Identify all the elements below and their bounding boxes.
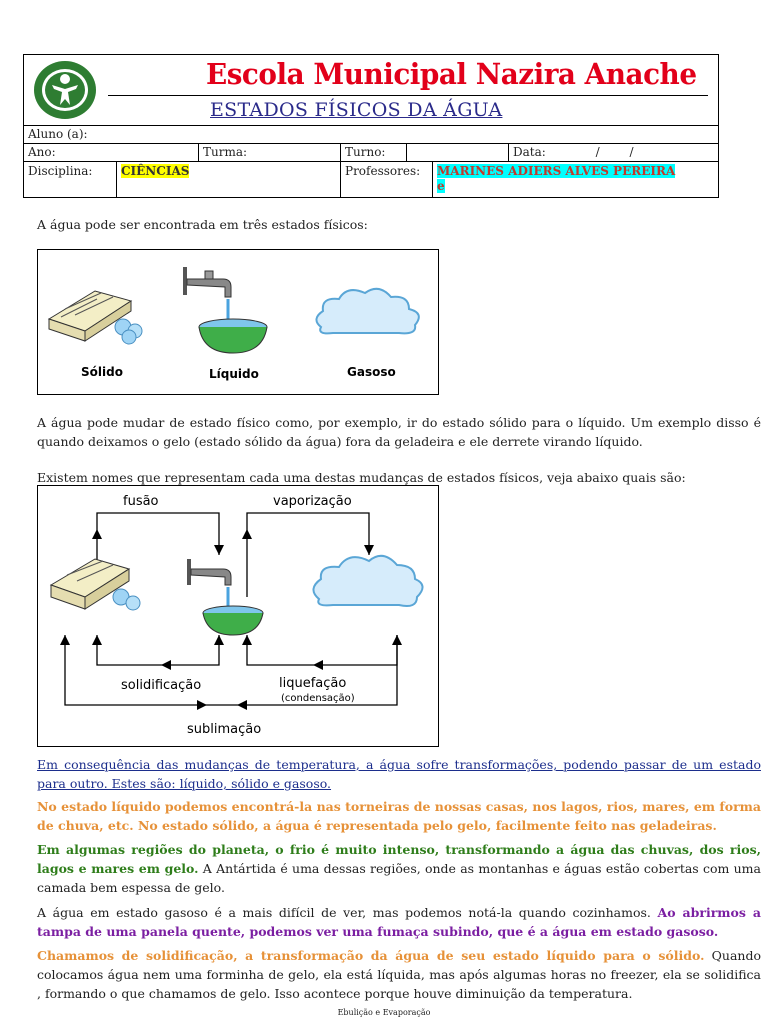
shift-value: [406, 144, 508, 161]
year-label: Ano:: [28, 145, 56, 159]
header-box: [23, 54, 719, 198]
label-solidificacao: solidificação: [121, 678, 202, 693]
regions-rest: A Antártida é uma dessas regiões, onde as montanhas e águas estão cobertas com uma camada bem espessa de gelo.: [37, 861, 761, 895]
gas-bold: Ao abrirmos a tampa de uma panela quente, podemos ver uma fumaça subindo, que é a água em estado gasoso.: [37, 905, 761, 939]
consequence-paragraph: Em consequência das mudanças de temperatura, a água sofre transformações, podendo passar de um estado para outro. Estes são: líquido, sólido e gasoso.: [37, 757, 761, 791]
discipline-label: Disciplina:: [28, 164, 93, 178]
regions-bold: Em algumas regiões do planeta, o frio é muito intenso, transformando a água das chuvas, dos rios, lagos e mares em gelo.: [37, 842, 761, 876]
class-label: Turma:: [198, 144, 340, 161]
liquid-paragraph: No estado líquido podemos encontrá-la nas torneiras de nossas casas, nos lagos, rios, mares, em forma de chuva, etc. No estado sólido, a água é representada pelo gelo, facilmente feito nas geladeiras.: [37, 799, 761, 833]
regions-paragraph: [37, 840, 761, 897]
student-label: Aluno (a):: [28, 127, 88, 141]
student-row: [24, 125, 718, 143]
school-logo: [32, 59, 98, 121]
shift-label: Turno:: [340, 144, 406, 161]
teachers-value: MARINES ADIERS ALVES PEREIRA: [437, 164, 676, 178]
cycle-diagram: [37, 485, 439, 747]
teachers-cell: [432, 162, 718, 198]
discipline-value: CIÊNCIAS: [121, 164, 190, 178]
solidification-paragraph: [37, 946, 761, 1003]
label-liquefacao: liquefação: [279, 676, 347, 691]
page-footer: Ebulição e Evaporação: [337, 1008, 431, 1017]
date-field: [508, 144, 718, 161]
info-row: [24, 143, 718, 161]
states-figure: [37, 249, 439, 395]
discipline-cell: [116, 162, 340, 198]
title-divider: [108, 95, 708, 96]
teachers-value-cont: e: [437, 179, 445, 193]
names-paragraph: Existem nomes que representam cada uma destas mudanças de estados físicos, veja abaixo quais são:: [37, 470, 686, 485]
discipline-row: [24, 161, 718, 198]
solidification-rest: Quando colocamos água nem uma forminha de gelo, ela está líquida, mas após algumas horas no freezer, ela se solidifica , formando o que chamamos de gelo. Isso acontece porque houve diminuição da temperatura.: [37, 948, 761, 1001]
state-liquid-label: Líquido: [209, 367, 259, 381]
state-gas-label: Gasoso: [347, 365, 396, 379]
subject-title: ESTADOS FÍSICOS DA ÁGUA: [210, 99, 503, 121]
date-label: Data:: [513, 145, 546, 159]
label-vaporizacao: vaporização: [273, 494, 352, 509]
change-paragraph: A água pode mudar de estado físico como, por exemplo, ir do estado sólido para o líquido. Um exemplo disso é quando deixamos o gelo (estado sólido da água) fora da geladeira e ele derrete virando líquido.: [37, 415, 761, 449]
label-condensacao: (condensação): [281, 693, 355, 704]
teachers-label: Professores:: [340, 162, 432, 198]
gas-paragraph: [37, 903, 761, 941]
label-sublimacao: sublimação: [187, 722, 262, 737]
label-fusao: fusão: [123, 494, 159, 509]
gas-start: A água em estado gasoso é a mais difícil de ver, mas podemos notá-la quando cozinhamos.: [37, 905, 658, 920]
state-solid-label: Sólido: [81, 365, 123, 379]
intro-text: A água pode ser encontrada em três estados físicos:: [37, 217, 368, 232]
school-name: Escola Municipal Nazira Anache: [206, 57, 697, 91]
solidification-bold: Chamamos de solidificação, a transformação da água de seu estado líquido para o sólido.: [37, 948, 705, 963]
date-value: / /: [595, 145, 634, 159]
